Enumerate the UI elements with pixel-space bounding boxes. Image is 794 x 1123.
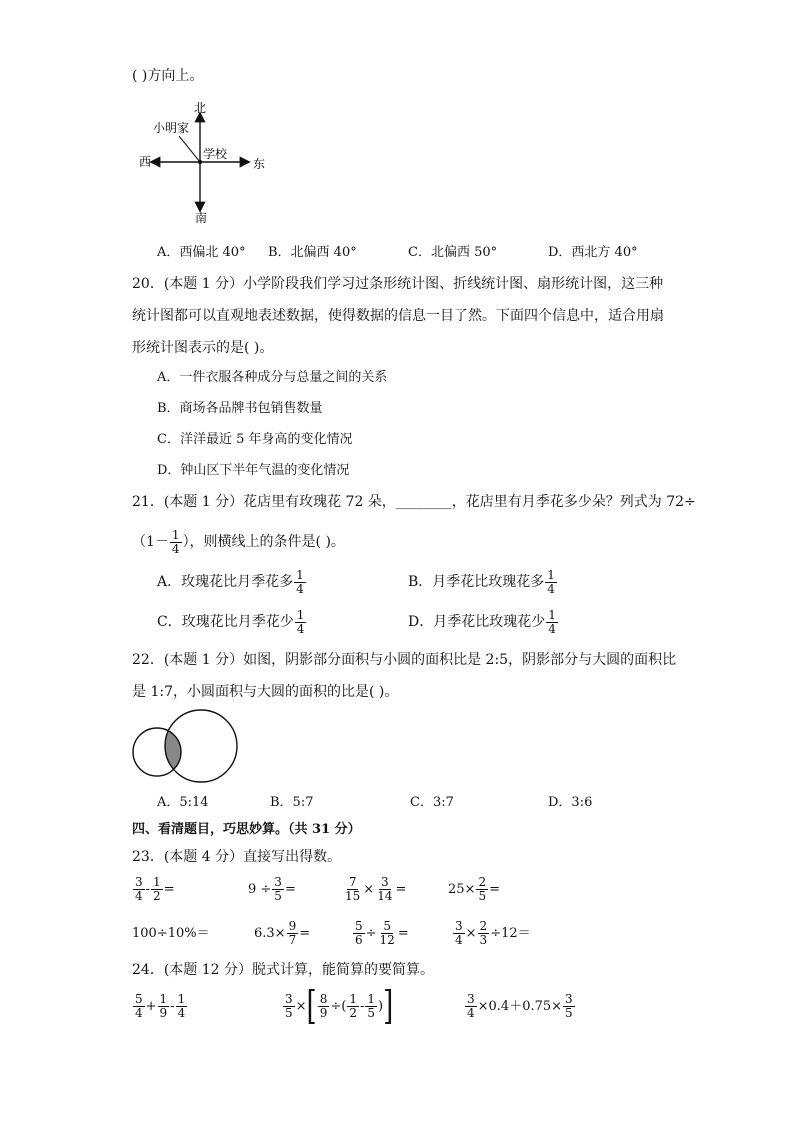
- q22-option-a: A．5:14: [157, 795, 209, 810]
- q24-expr-3: $\frac{3}{4}$ ×0.4＋0.75× $\frac{3}{5}$: [467, 992, 573, 1020]
- q19-option-d: D．西北方 40°: [548, 245, 638, 260]
- q21-option-a: A．玫瑰花比月季花多 $\frac{1}{4}$: [157, 567, 304, 596]
- q19-option-c: C．北偏西 50°: [408, 245, 498, 260]
- q22-option-d: D．3:6: [548, 795, 593, 810]
- q23-title: 23．(本题 4 分）直接写出得数。: [132, 849, 342, 865]
- label-home: 小明家: [153, 121, 190, 135]
- q21-expr-open: （1－: [132, 534, 169, 550]
- q20-option-a: A．一件衣服各种成分与总量之间的关系: [157, 370, 388, 385]
- q20-line-3: 形统计图表示的是( )。: [132, 340, 274, 356]
- q24-expr-2: $\frac{3}{5}$ ×[ $\frac{8}{9}$ ÷( $\frac{1}{2}$ - $\frac{1}{5}$ )]: [285, 984, 394, 1029]
- q22-line-2: 是 1:7，小圆面积与大圆的面积的比是( )。: [132, 684, 399, 700]
- label-west: 西: [139, 155, 152, 169]
- fraction: $\frac{1}{4}$: [171, 527, 180, 556]
- q22-option-c: C．3:7: [410, 795, 454, 810]
- label-school: 学校: [203, 147, 228, 161]
- q23-expr-4: 25× $\frac{2}{5}$ =: [448, 875, 500, 903]
- q23-expr-1: $\frac{3}{4}$ - $\frac{1}{2}$ =: [135, 875, 175, 903]
- q20-option-b: B．商场各品牌书包销售数量: [157, 401, 323, 416]
- q20-option-c: C．洋洋最近 5 年身高的变化情况: [157, 432, 353, 447]
- q23-expr-3: $\frac{7}{15}$ × $\frac{3}{14}$ =: [345, 875, 407, 903]
- q21-option-d: D．月季花比玫瑰花少 $\frac{1}{4}$: [408, 607, 556, 636]
- q24-expr-1: $\frac{5}{4}$ + $\frac{1}{9}$ - $\frac{1}{4}$: [135, 992, 186, 1020]
- label-north: 北: [194, 101, 207, 115]
- q23-expr-5: 100÷10%＝: [132, 926, 210, 941]
- q20-line-1: 20．(本题 1 分）小学阶段我们学习过条形统计图、折线统计图、扇形统计图，这三种: [132, 276, 664, 292]
- q22-line-1: 22．(本题 1 分）如图，阴影部分面积与小圆的面积比是 2:5，阴影部分与大圆的面积比: [132, 652, 677, 668]
- q19-option-a: A．西偏北 40°: [157, 245, 246, 260]
- compass-diagram: [135, 98, 285, 228]
- q22-option-b: B．5:7: [270, 795, 314, 810]
- q19-tail: ( )方向上。: [132, 68, 204, 84]
- q19-option-b: B．北偏西 40°: [268, 245, 357, 260]
- q23-expr-7: $\frac{5}{6}$ ÷ $\frac{5}{12}$ =: [355, 919, 409, 947]
- q23-expr-8: $\frac{3}{4}$ × $\frac{2}{3}$ ÷12＝: [455, 919, 531, 947]
- q21-expr-close: ），则横线上的条件是( )。: [182, 534, 345, 550]
- q21-line-2: [132, 526, 345, 558]
- circles-diagram: [128, 706, 248, 786]
- section-4-heading: 四、看清题目，巧思妙算。（共 31 分）: [132, 822, 361, 837]
- q20-option-d: D．钟山区下半年气温的变化情况: [157, 463, 350, 478]
- q21-line-1: 21．(本题 1 分）花店里有玫瑰花 72 朵，________，花店里有月季花多少朵？列式为 72÷: [132, 494, 696, 510]
- q23-expr-6: 6.3× $\frac{9}{7}$ =: [254, 919, 311, 947]
- label-south: 南: [195, 211, 208, 225]
- q21-option-c: C．玫瑰花比月季花少 $\frac{1}{4}$: [157, 607, 305, 636]
- q23-expr-2: 9 ÷ $\frac{3}{5}$ =: [248, 875, 296, 903]
- q21-option-b: B．月季花比玫瑰花多 $\frac{1}{4}$: [408, 567, 555, 596]
- q24-title: 24．(本题 12 分）脱式计算，能简算的要简算。: [132, 962, 434, 978]
- q20-line-2: 统计图都可以直观地表述数据，使得数据的信息一目了然。下面四个信息中，适合用扇: [132, 308, 664, 324]
- label-east: 东: [253, 157, 266, 171]
